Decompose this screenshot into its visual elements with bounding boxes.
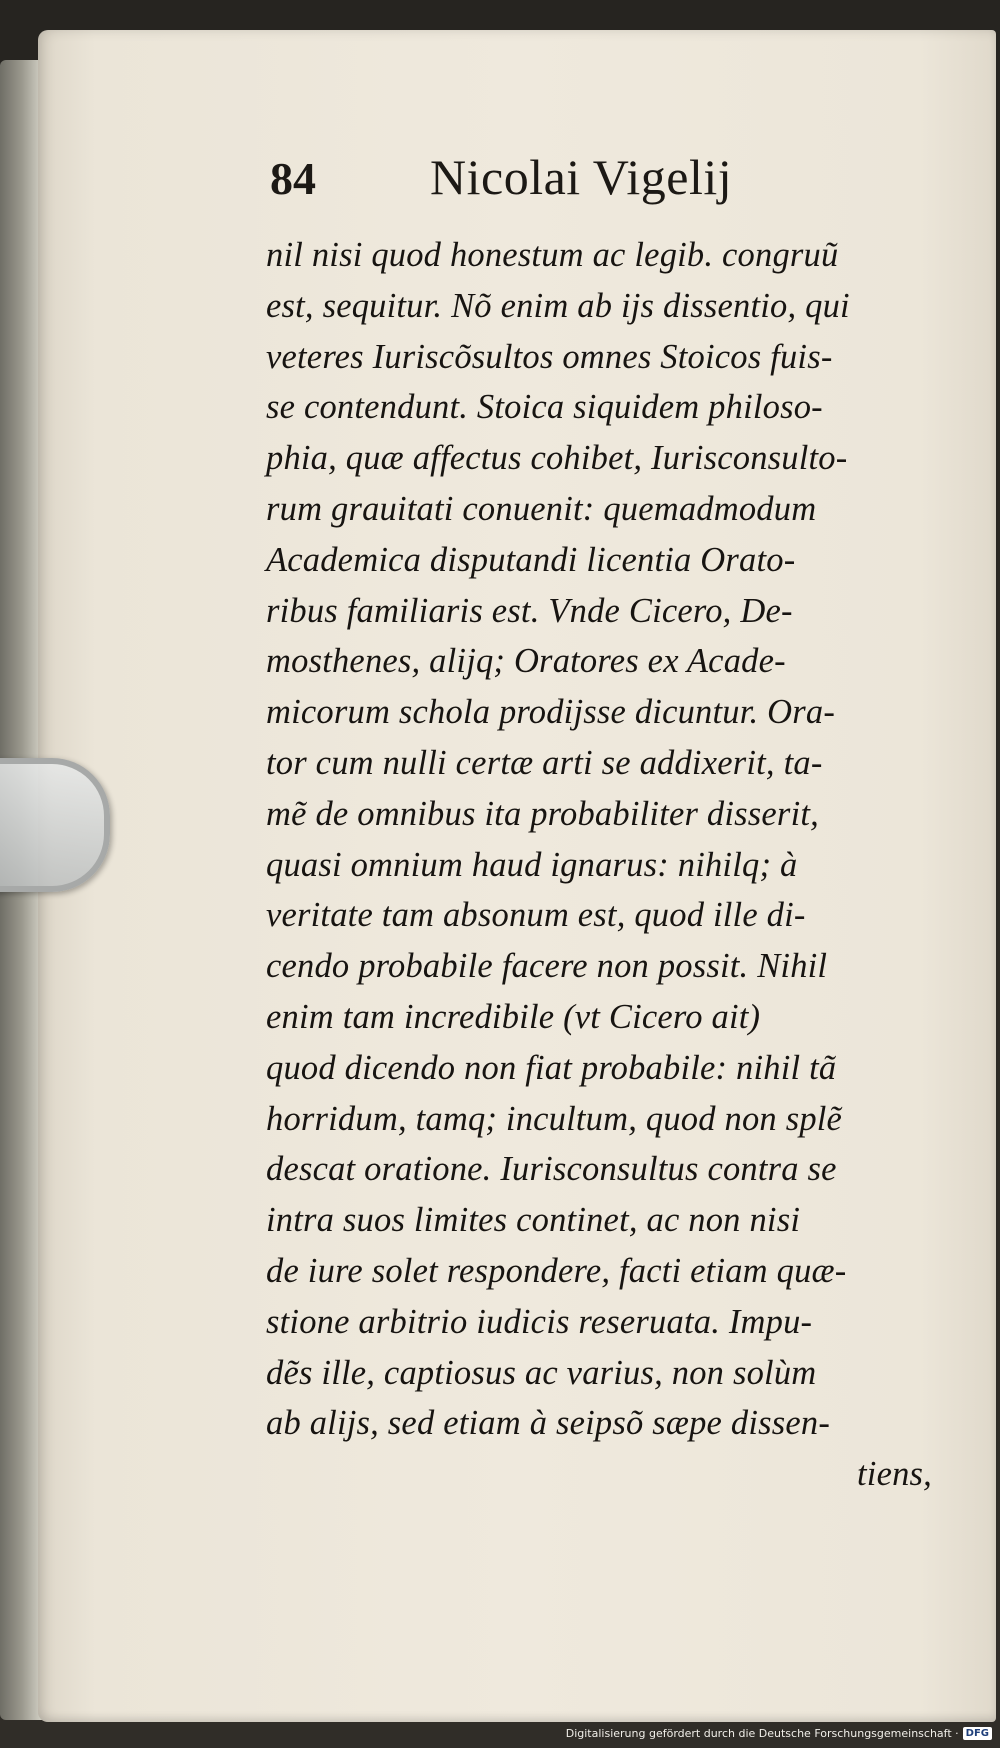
page-clip	[0, 758, 110, 892]
text-line: rum grauitati conuenit: quemadmodum	[266, 489, 817, 528]
digitization-footer	[566, 1724, 992, 1742]
page-number: 84	[270, 153, 316, 204]
text-line: micorum schola prodijsse dicuntur. Ora-	[266, 693, 836, 732]
text-line: tor cum nulli certæ arti se addixerit, ta-	[266, 743, 823, 782]
text-line: mẽ de omnibus ita probabiliter disserit,	[266, 794, 819, 833]
text-line: nil nisi quod honestum ac legib. congruũ	[266, 236, 839, 274]
text-line: Academica disputandi licentia Orato-	[266, 540, 796, 579]
text-line: ribus familiaris est. Vnde Cicero, De-	[266, 591, 793, 630]
funding-credit: Digitalisierung gefördert durch die Deutsche Forschungsgemeinschaft ·	[565, 1726, 959, 1740]
body-text	[266, 230, 936, 1500]
text-line: est, sequitur. Nõ enim ab ijs dissentio, qui	[266, 286, 850, 325]
dfg-logo: DFG	[963, 1727, 992, 1740]
text-line: quasi omnium haud ignarus: nihilq; à	[266, 845, 798, 884]
text-line: enim tam incredibile (vt Cicero ait)	[266, 997, 761, 1036]
text-line: dẽs ille, captiosus ac varius, non solùm	[266, 1353, 817, 1392]
text-line: horridum, tamq; incultum, quod non splẽ	[266, 1099, 843, 1138]
text-line: veteres Iuriscõsultos omnes Stoicos fuis-	[266, 337, 833, 376]
text-line: stione arbitrio iudicis reseruata. Impu-	[266, 1302, 813, 1341]
catchword: tiens,	[857, 1455, 932, 1494]
running-head	[270, 148, 790, 206]
text-line: se contendunt. Stoica siquidem philoso-	[266, 388, 823, 427]
text-line: descat oratione. Iurisconsultus contra se	[266, 1150, 837, 1189]
text-line: mosthenes, aliјq; Oratores ex Acade-	[266, 642, 786, 681]
text-line: de iure solet respondere, facti etiam quæ-	[266, 1251, 847, 1290]
running-head-title: Nicolai Vigelij	[430, 149, 733, 205]
text-line: phia, quæ affectus cohibet, Iurisconsulto-	[266, 439, 848, 478]
text-line: intra suos limites continet, ac non nisi	[266, 1201, 801, 1240]
text-line: veritate tam absonum est, quod ille di-	[266, 896, 806, 935]
text-line: ab alijs, sed etiam à seipsõ sæpe dissen-	[266, 1404, 831, 1443]
text-line: cendo probabile facere non possit. Nihil	[266, 947, 828, 986]
text-line: quod dicendo non fiat probabile: nihil tã	[266, 1048, 837, 1087]
